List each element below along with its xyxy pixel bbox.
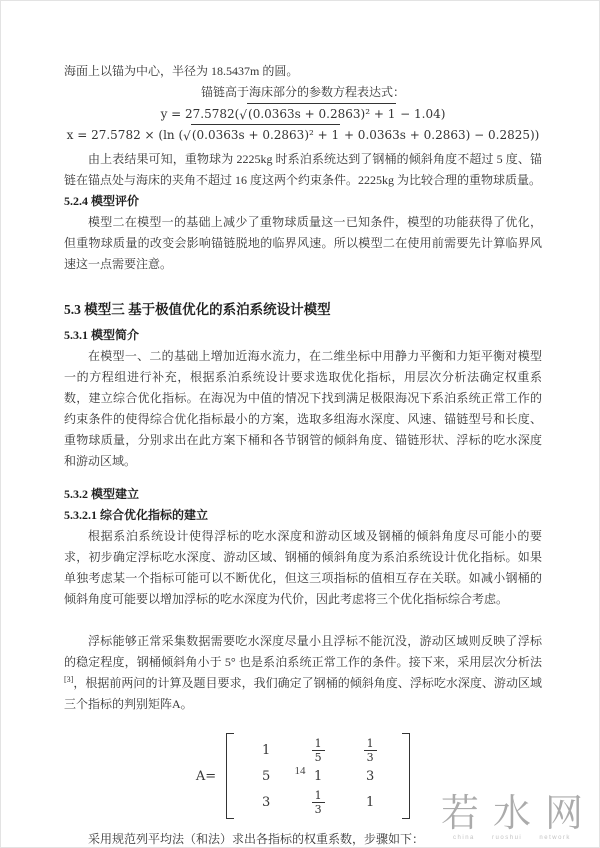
watermark-text: 若水网 (440, 793, 597, 835)
heading-5-3-2: 5.3.2 模型建立 (64, 487, 140, 501)
formula-x-lhs: x = 27.5782 × (ln ( (66, 128, 184, 142)
matrix-cell: 1 (366, 794, 375, 810)
paragraph-conclusion: 由上表结果可知，重物球为 2225kg 时系泊系统达到了钢桶的倾斜角度不超过 5 度、锚链在锚点处与海床的夹角不超过 16 度这两个约束条件。2225kg 为比较合理的重物球质量。 (64, 152, 542, 187)
matrix-cell: 3 (262, 794, 271, 810)
heading-5-3-1: 5.3.1 模型简介 (64, 328, 140, 342)
matrix-cell: 1 (262, 742, 271, 758)
footnote-ref: [3] (64, 675, 74, 684)
formula-y (64, 103, 542, 124)
matrix-cell: 3 (366, 768, 375, 784)
formula-y-rhs: − 1.04) (396, 107, 446, 121)
formula-y-radicand: (0.0363s + 0.2863)² + 1 (247, 103, 396, 124)
paragraph-5-3-2-1: 根据系泊系统设计使得浮标的吃水深度和游动区域及钢桶的倾斜角度尽可能小的要求，初步确定浮标吃水深度、游动区域、钢桶的倾斜角度为系泊系统设计优化指标。如果单独考虑某一个指标可能可以不断优化，但这三项指标的值相互存在关联。如减小钢桶的倾斜角度可能要以增加浮标的吃水深度为代价，因此考虑将三个优化指标综合考虑。 (64, 529, 542, 606)
watermark-subtext: china ruoshui network (453, 835, 571, 841)
matrix-label: A= (195, 768, 217, 784)
paragraph-ahp (64, 631, 542, 715)
heading-5-3-2-1: 5.3.2.1 综合优化指标的建立 (64, 508, 209, 522)
formula-x-radicand: (0.0363s + 0.2863)² + 1 (191, 124, 340, 145)
formula-intro: 锚链高于海床部分的参数方程表达式： (200, 85, 405, 99)
continuation-line: 海面上以锚为中心，半径为 18.5437m 的圆。 (64, 64, 299, 78)
matrix-cell: $\frac{1}{3}$ (312, 790, 325, 815)
paragraph-ahp-before: 浮标能够正常采集数据需要吃水深度尽量小且浮标不能沉没，游动区域则反映了浮标的稳定程度，钢桶倾斜角小于 5° 也是系泊系统正常工作的条件。接下来，采用层次分析法 (64, 634, 542, 669)
paragraph-ahp-after: ，根据前两问的计算及题目要求，我们确定了钢桶的倾斜角度、浮标吃水深度、游动区域三个指标的判别矩阵A。 (64, 676, 542, 711)
paragraph-5-3-1: 在模型一、二的基础上增加近海水流力，在二维坐标中用静力平衡和力矩平衡对模型一的方程组进行补充，根据系泊系统设计要求选取优化指标，用层次分析法确定权重系数，建立综合优化指标。在海况为中值的情况下找到满足极限海况下系泊系统正常工作的约束条件的使得综合优化指标最小的方案，选取多组海水深度、风速、锚链型号和长度、重物球质量，分别求出在此方案下桶和各节钢管的倾斜角度、锚链形状、浮标的吃水深度和游动区域。 (64, 349, 542, 468)
formula-x-rhs: + 0.0363s + 0.2863) − 0.2825)) (340, 128, 540, 142)
paragraph-5-2-4: 模型二在模型一的基础上减少了重物球质量这一已知条件，模型的功能获得了优化，但重物球质量的改变会影响锚链脱地的临界风速。所以模型二在使用前需要先计算临界风速这一点需要注意。 (64, 215, 542, 271)
formula-y-lhs: y = 27.5782( (160, 107, 240, 121)
page-number: 14 (294, 765, 306, 777)
matrix-cell: 5 (262, 768, 271, 784)
sqrt-sign: √ (239, 108, 248, 122)
sqrt-sign: √ (183, 129, 191, 143)
watermark (440, 793, 597, 841)
heading-5-3: 5.3 模型三 基于极值优化的系泊系统设计模型 (64, 302, 331, 317)
matrix-cell: $\frac{1}{3}$ (364, 738, 377, 763)
formula-x (64, 124, 542, 145)
paragraph-weights: 采用规范列平均法（和法）求出各指标的权重系数，步骤如下： (88, 832, 425, 846)
matrix-cell: $\frac{1}{5}$ (312, 738, 325, 763)
page-content (64, 61, 542, 848)
matrix-cell: 1 (314, 768, 323, 784)
heading-5-2-4: 5.2.4 模型评价 (64, 194, 140, 208)
